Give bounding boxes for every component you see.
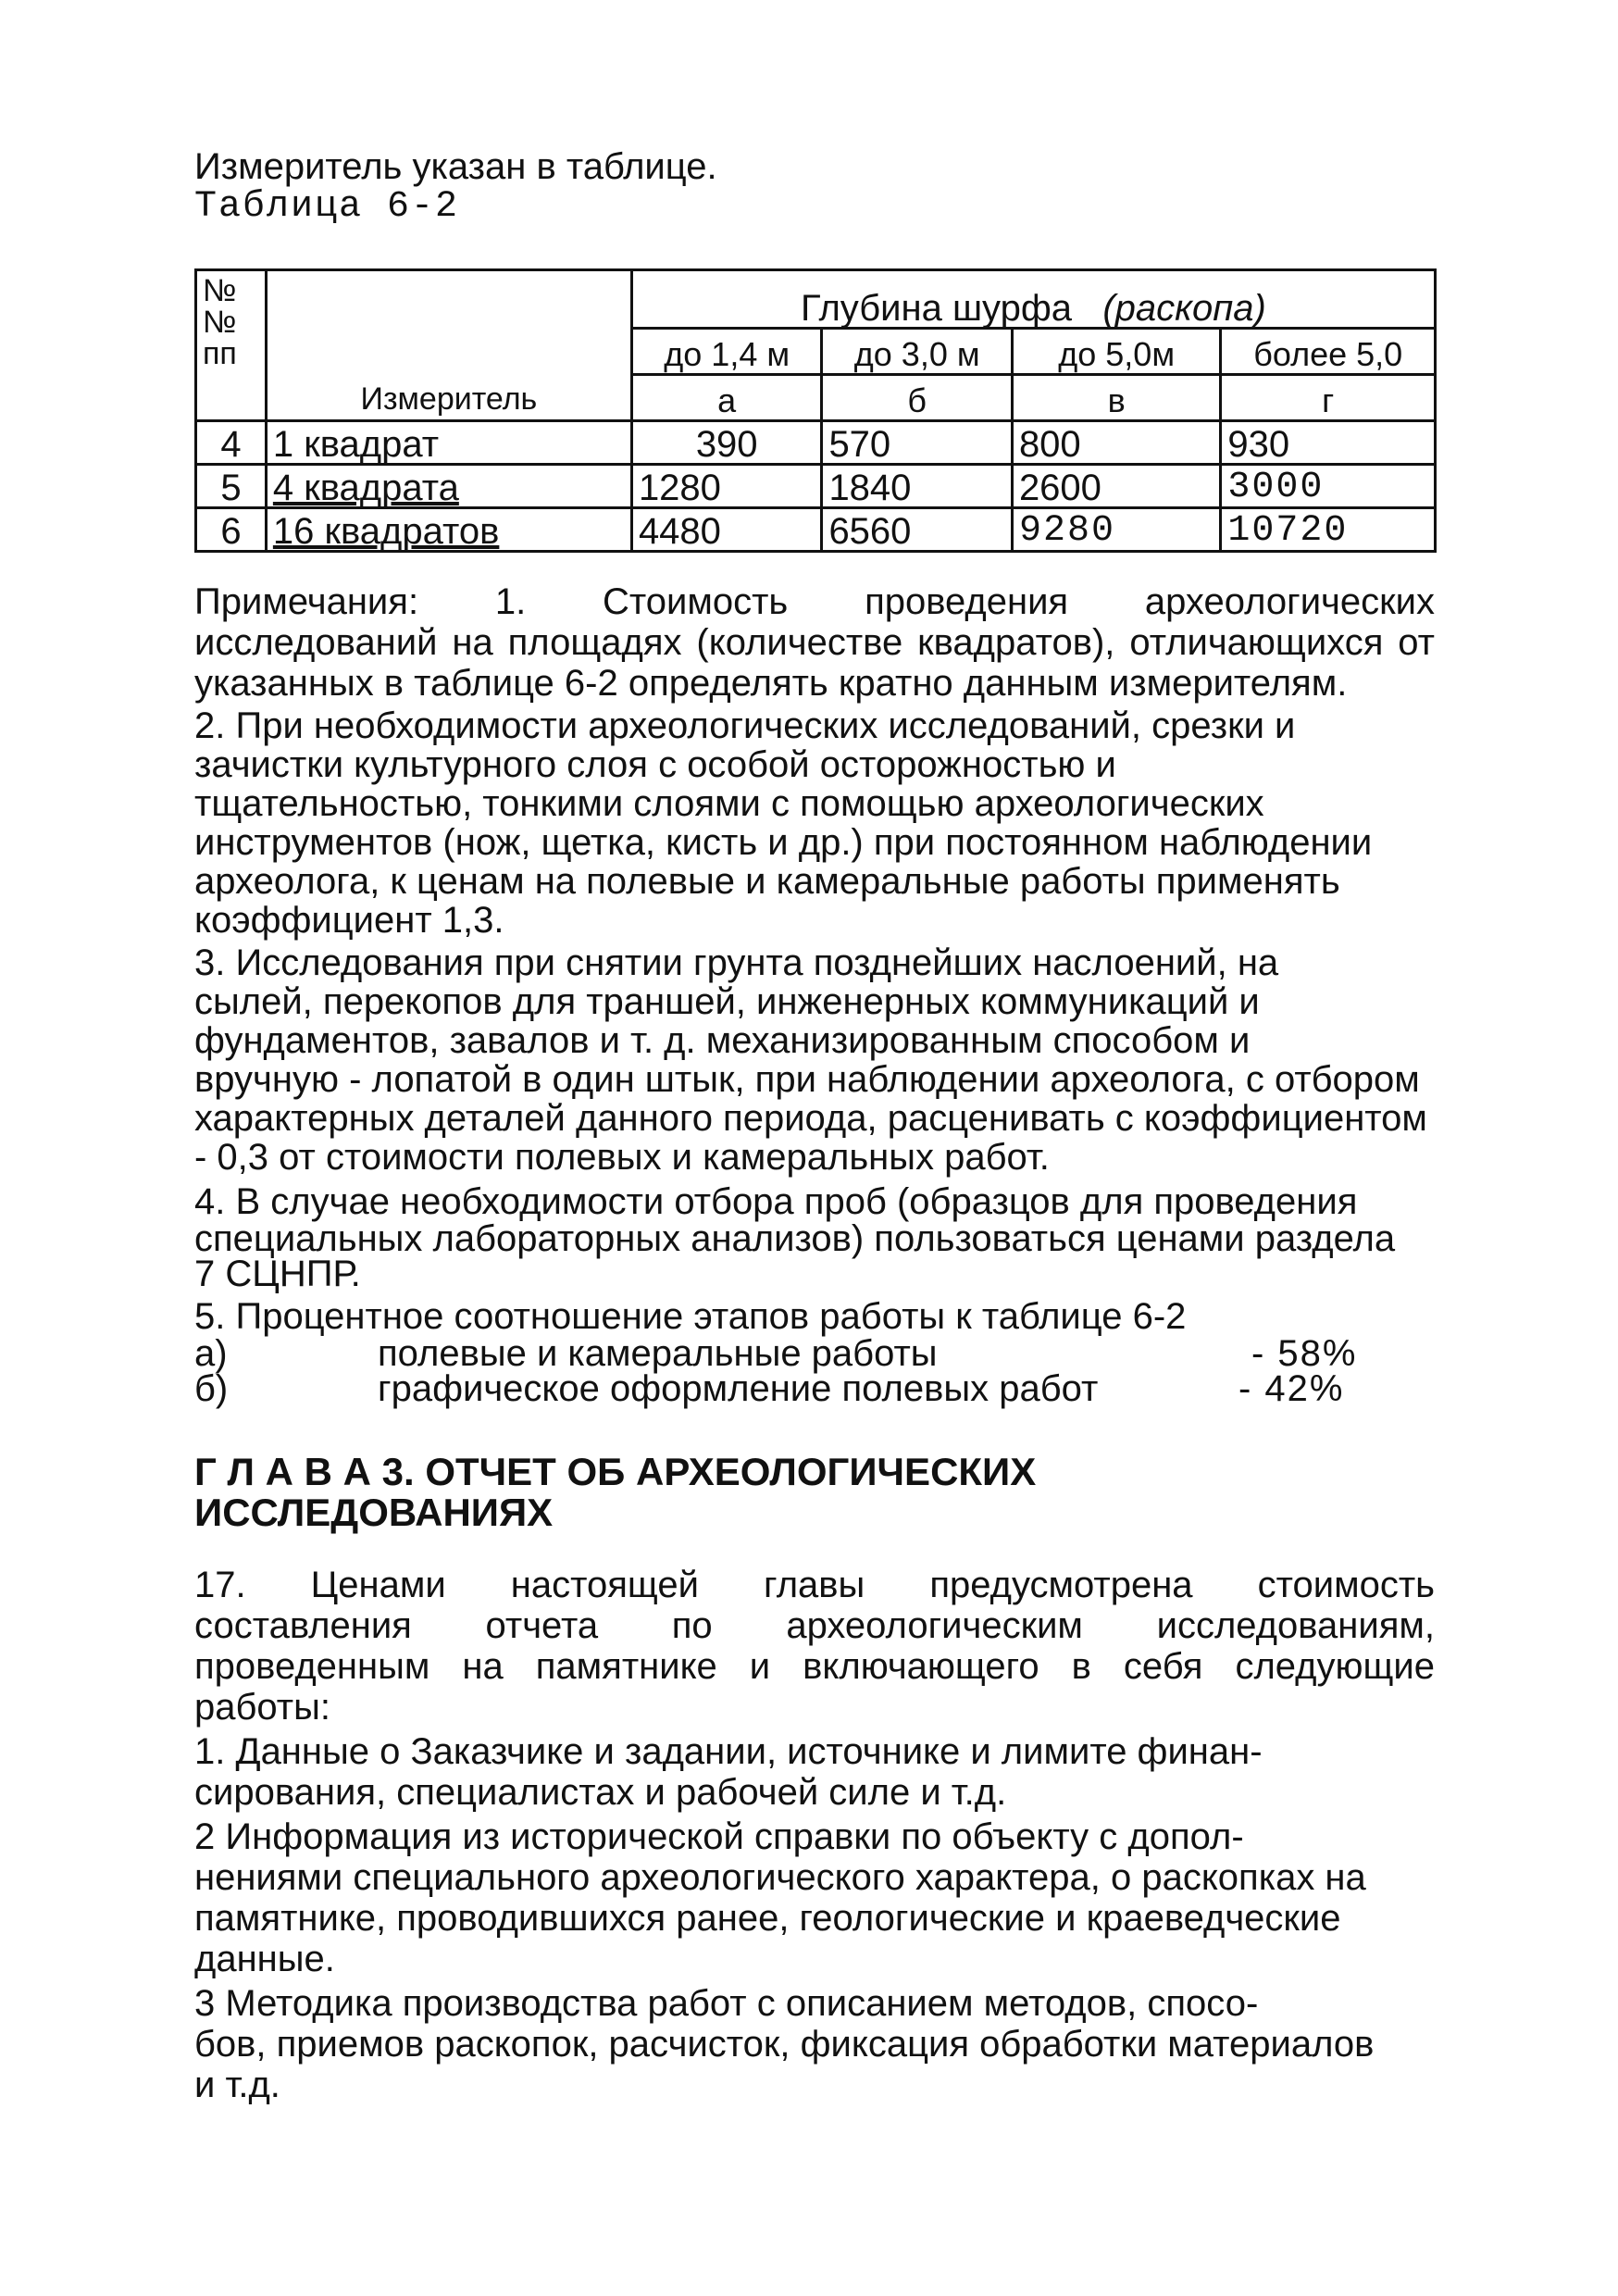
row-measure: 16 квадратов bbox=[266, 508, 631, 552]
row-measure: 1 квадрат bbox=[266, 421, 631, 465]
notes-line: зачистки культурного слоя с особой осторожностью и bbox=[194, 744, 1116, 785]
depth-header-c: до 5,0м bbox=[1012, 329, 1220, 375]
notes-line: 3. Исследования при снятии грунта позднейших наслоений, на bbox=[194, 942, 1279, 983]
row-measure: 4 квадрата bbox=[266, 465, 631, 508]
table-caption: Таблица 6-2 bbox=[194, 186, 460, 228]
depth-header-italic: (раскопа) bbox=[1102, 288, 1266, 329]
depth-header-text: Глубина шурфа bbox=[801, 288, 1072, 329]
notes-line: специальных лабораторных анализов) пользоваться ценами раздела bbox=[194, 1218, 1396, 1259]
notes-line: 5. Процентное соотношение этапов работы к таблице 6-2 bbox=[194, 1296, 1187, 1337]
section-17-line: нениями специального археологического характера, о раскопках на bbox=[194, 1857, 1366, 1898]
row-value-a: 390 bbox=[631, 421, 822, 465]
column-header-number: № № пп bbox=[196, 270, 267, 421]
chapter-title-cont: ИССЛЕДОВАНИЯХ bbox=[194, 1491, 554, 1534]
letter-d: г bbox=[1221, 375, 1436, 421]
row-number: 6 bbox=[196, 508, 267, 552]
column-header-measure: Измеритель bbox=[266, 270, 631, 421]
ratio-a-percent: - 58% bbox=[1251, 1333, 1358, 1374]
section-17-line: 17. Ценами настоящей главы предусмотрена стоимость bbox=[194, 1565, 1435, 1605]
chapter-title: Г Л А В А 3. ОТЧЕТ ОБ АРХЕОЛОГИЧЕСКИХ bbox=[194, 1450, 1037, 1493]
section-17-line: бов, приемов раскопок, расчисток, фиксация обработки материалов bbox=[194, 2024, 1375, 2065]
letter-c: в bbox=[1012, 375, 1220, 421]
intro-line: Измеритель указан в таблице. bbox=[194, 146, 717, 187]
row-value-d: 3000 bbox=[1221, 465, 1436, 508]
column-group-header-depth bbox=[631, 270, 1435, 329]
row-value-a: 4480 bbox=[631, 508, 822, 552]
notes-line: указанных в таблице 6-2 определять кратно данным измерителям. bbox=[194, 663, 1348, 704]
section-17-line: памятнике, проводившихся ранее, геологические и краеведческие bbox=[194, 1898, 1341, 1939]
row-number: 4 bbox=[196, 421, 267, 465]
section-17-line: составления отчета по археологическим исследованиям, bbox=[194, 1605, 1435, 1646]
section-17-line: сирования, специалистах и рабочей силе и т.д. bbox=[194, 1772, 1007, 1813]
ratio-a-text: полевые и камеральные работы bbox=[378, 1333, 938, 1374]
row-value-d: 10720 bbox=[1221, 508, 1436, 552]
notes-line: 7 СЦНПР. bbox=[194, 1254, 361, 1294]
row-number: 5 bbox=[196, 465, 267, 508]
notes-line: 2. При необходимости археологических исследований, срезки и bbox=[194, 705, 1296, 746]
section-17-line: 2 Информация из исторической справки по объекту с допол- bbox=[194, 1816, 1244, 1857]
ratio-b-percent: - 42% bbox=[1238, 1368, 1345, 1409]
notes-line: - 0,3 от стоимости полевых и камеральных работ. bbox=[194, 1137, 1050, 1178]
notes-line: коэффициент 1,3. bbox=[194, 900, 504, 941]
letter-a: а bbox=[631, 375, 822, 421]
notes-line: Примечания: 1. Стоимость проведения археологических bbox=[194, 581, 1435, 622]
notes-line: характерных деталей данного периода, расценивать с коэффициентом bbox=[194, 1098, 1427, 1139]
section-17-line: 3 Методика производства работ с описанием методов, спосо- bbox=[194, 1983, 1259, 2024]
depth-header-b: до 3,0 м bbox=[822, 329, 1013, 375]
row-value-c: 2600 bbox=[1012, 465, 1220, 508]
notes-line: исследований на площадях (количестве квадратов), отличающихся от bbox=[194, 622, 1435, 663]
row-value-b: 570 bbox=[822, 421, 1013, 465]
row-value-a: 1280 bbox=[631, 465, 822, 508]
section-17-line: данные. bbox=[194, 1939, 335, 1979]
row-value-c: 9280 bbox=[1012, 508, 1220, 552]
depth-header-a: до 1,4 м bbox=[631, 329, 822, 375]
letter-b: б bbox=[822, 375, 1013, 421]
depth-header-d: более 5,0 bbox=[1221, 329, 1436, 375]
notes-line: вручную - лопатой в один штык, при наблюдении археолога, с отбором bbox=[194, 1059, 1420, 1100]
table-row bbox=[196, 421, 1436, 465]
table-row bbox=[196, 508, 1436, 552]
row-value-c: 800 bbox=[1012, 421, 1220, 465]
ratio-b-text: графическое оформление полевых работ bbox=[378, 1368, 1099, 1409]
row-value-d: 930 bbox=[1221, 421, 1436, 465]
row-value-b: 6560 bbox=[822, 508, 1013, 552]
notes-line: сылей, перекопов для траншей, инженерных коммуникаций и bbox=[194, 981, 1260, 1022]
section-17-line: проведенным на памятнике и включающего в себя следующие bbox=[194, 1646, 1435, 1687]
section-17-line: и т.д. bbox=[194, 2065, 280, 2105]
section-17-line: работы: bbox=[194, 1687, 330, 1728]
section-17-line: 1. Данные о Заказчике и задании, источнике и лимите финан- bbox=[194, 1731, 1263, 1772]
notes-line: инструментов (нож, щетка, кисть и др.) при постоянном наблюдении bbox=[194, 822, 1373, 863]
notes-line: 4. В случае необходимости отбора проб (образцов для проведения bbox=[194, 1181, 1358, 1222]
ratio-b-letter: б) bbox=[194, 1368, 229, 1409]
row-value-b: 1840 bbox=[822, 465, 1013, 508]
notes-line: тщательностью, тонкими слоями с помощью археологических bbox=[194, 783, 1264, 824]
ratio-a-letter: а) bbox=[194, 1333, 228, 1374]
price-table-6-2 bbox=[194, 268, 1437, 553]
notes-line: фундаментов, завалов и т. д. механизированным способом и bbox=[194, 1020, 1251, 1061]
table-row bbox=[196, 465, 1436, 508]
notes-line: археолога, к ценам на полевые и камеральные работы применять bbox=[194, 861, 1340, 902]
